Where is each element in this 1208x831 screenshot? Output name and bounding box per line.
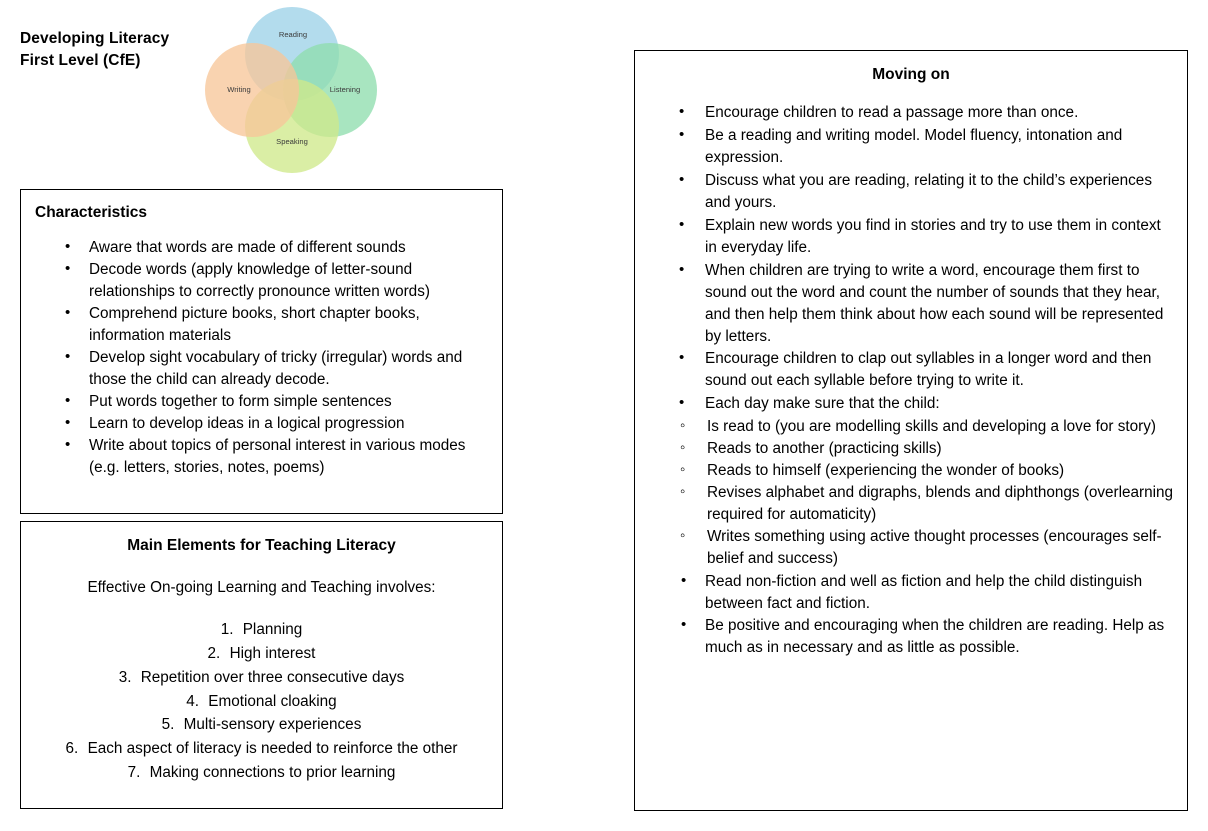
characteristics-heading: Characteristics [35, 204, 148, 221]
list-item [39, 619, 484, 641]
list-item-number: 1. [220, 621, 234, 638]
sub-list-item: ◦ Reads to another (practicing skills) [675, 438, 1187, 460]
page-title-line-2: First Level (CfE) [20, 52, 141, 69]
venn-label-speaking: Speaking [276, 137, 308, 146]
page-title [20, 28, 220, 72]
main-elements-panel [20, 521, 503, 809]
list-item: • Discuss what you are reading, relating it to the child’s experiences and yours. [673, 170, 1173, 214]
moving-on-sublist [675, 416, 1187, 570]
venn-circle-writing [205, 43, 299, 137]
list-item: • Each day make sure that the child: [673, 393, 1173, 415]
list-item: • Read non-fiction and well as fiction and help the child distinguish between fact and fiction. [673, 571, 1173, 615]
characteristics-panel [20, 189, 503, 514]
sub-list-item: ◦ Revises alphabet and digraphs, blends and diphthongs (overlearning required for automaticity) [675, 482, 1187, 526]
venn-label-writing: Writing [227, 85, 251, 94]
list-item: • Develop sight vocabulary of tricky (irregular) words and those the child can already decode. [63, 347, 488, 391]
list-item-label: Planning [242, 621, 303, 638]
literacy-venn-diagram [197, 2, 387, 172]
list-item [39, 714, 484, 736]
list-item-number: 4. [186, 692, 200, 710]
main-elements-heading: Main Elements for Teaching Literacy [127, 537, 396, 554]
list-item-number: 2. [207, 644, 221, 662]
moving-on-list-tail [673, 571, 1173, 659]
main-elements-list [39, 619, 484, 784]
page-title-line-1: Developing Literacy [20, 30, 170, 47]
list-item: • Learn to develop ideas in a logical progression [63, 413, 488, 435]
list-item [39, 691, 484, 713]
list-item-label: Repetition over three consecutive days [140, 668, 405, 686]
list-item-label: Each aspect of literacy is needed to reinforce the other [87, 740, 458, 758]
list-item-number: 3. [118, 668, 132, 686]
list-item-label: Multi-sensory experiences [183, 716, 362, 734]
list-item-label: High interest [229, 644, 316, 662]
list-item: • Encourage children to read a passage more than once. [673, 102, 1173, 124]
list-item [39, 762, 484, 784]
sub-list-item: ◦ Reads to himself (experiencing the wonder of books) [675, 460, 1187, 482]
venn-label-listening: Listening [329, 85, 361, 94]
moving-on-panel [634, 50, 1188, 811]
characteristics-list [63, 237, 488, 478]
list-item-label: Emotional cloaking [208, 692, 337, 710]
venn-label-reading: Reading [278, 30, 308, 39]
list-item: • Be a reading and writing model. Model fluency, intonation and expression. [673, 125, 1173, 169]
sub-list-item: ◦ Is read to (you are modelling skills and developing a love for story) [675, 416, 1187, 438]
list-item [39, 643, 484, 665]
list-item: • Decode words (apply knowledge of letter-sound relationships to correctly pronounce written words) [63, 259, 488, 303]
main-elements-intro: Effective On-going Learning and Teaching involves: [87, 579, 436, 597]
list-item: • Explain new words you find in stories and try to use them in context in everyday life. [673, 215, 1173, 259]
list-item: • Encourage children to clap out syllables in a longer word and then sound out each syllable before trying to write it. [673, 348, 1173, 392]
list-item [39, 667, 484, 689]
list-item: • Be positive and encouraging when the children are reading. Help as much as in necessary and as little as possible. [673, 615, 1173, 659]
list-item: • When children are trying to write a word, encourage them first to sound out the word and count the number of sounds that they hear, and then help them think about how each sound will be represented by letters. [673, 260, 1173, 348]
list-item-number: 5. [161, 716, 175, 734]
list-item: • Write about topics of personal interest in various modes (e.g. letters, stories, notes, poems) [63, 435, 488, 479]
list-item: • Comprehend picture books, short chapter books, information materials [63, 303, 488, 347]
list-item: • Put words together to form simple sentences [63, 391, 488, 413]
list-item-label: Making connections to prior learning [149, 764, 396, 782]
list-item-number: 7. [127, 764, 141, 782]
moving-on-list [673, 102, 1173, 415]
list-item-number: 6. [65, 740, 79, 758]
moving-on-heading: Moving on [872, 66, 950, 83]
list-item: • Aware that words are made of different sounds [63, 237, 488, 259]
list-item [39, 738, 484, 760]
sub-list-item: ◦ Writes something using active thought processes (encourages self-belief and success) [675, 526, 1187, 570]
